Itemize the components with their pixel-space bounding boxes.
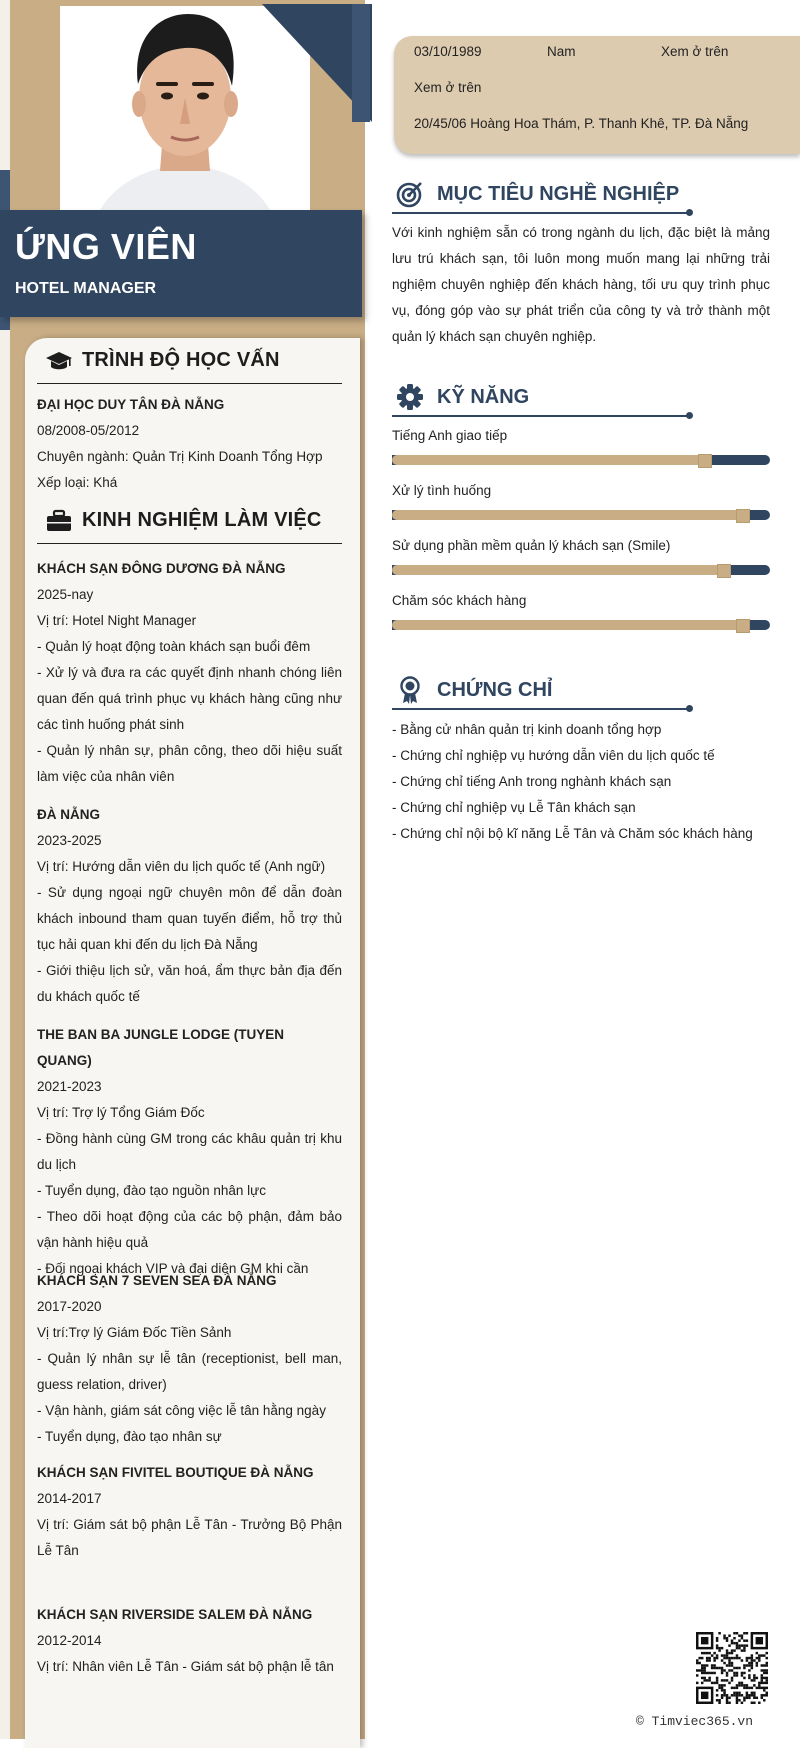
job-line: - Tuyển dụng, đào tạo nhân sự [37, 1429, 222, 1444]
job-item [37, 1460, 342, 1564]
portrait-image [60, 6, 310, 210]
job-line: Vị trí: Nhân viên Lễ Tân - Giám sát bộ phận lễ tân [37, 1659, 334, 1674]
job-item [37, 802, 342, 1010]
briefcase-icon [45, 508, 73, 534]
job-item [37, 1268, 342, 1450]
info-address: 20/45/06 Hoàng Hoa Thám, P. Thanh Khê, TP. Đà Nẵng [414, 116, 749, 131]
graduation-cap-icon [45, 348, 73, 374]
avatar [60, 6, 310, 210]
copyright-text: © Timviec365.vn [636, 1714, 754, 1729]
education-major: Chuyên ngành: Quản Trị Kinh Doanh Tổng Hợp [37, 449, 323, 464]
certificate-item: - Bằng cử nhân quản trị kinh doanh tổng hợp [392, 722, 662, 737]
corner-ribbon-edge [352, 4, 370, 122]
school-name: ĐẠI HỌC DUY TÂN ĐÀ NẴNG [37, 397, 225, 412]
candidate-name: ỨNG VIÊN [15, 226, 197, 267]
info-gender: Nam [547, 44, 576, 59]
certificate-item: - Chứng chỉ nghiệp vụ hướng dẫn viên du lịch quốc tế [392, 748, 715, 763]
certificate-item: - Chứng chỉ nội bộ kĩ năng Lễ Tân và Chăm sóc khách hàng [392, 826, 753, 841]
certificates-heading [392, 676, 692, 706]
education-block [37, 392, 342, 496]
job-line: - Quản lý nhân sự lễ tân (receptionist, bell man, guess relation, driver) [37, 1351, 342, 1392]
candidate-role: HOTEL MANAGER [15, 280, 157, 297]
skills-rule [392, 415, 690, 417]
info-dob: 03/10/1989 [414, 44, 482, 59]
job-item [37, 1022, 342, 1282]
skill-bar [392, 510, 770, 520]
skill-bar [392, 565, 770, 575]
info-email: Xem ở trên [414, 80, 482, 95]
experience-heading [37, 502, 342, 544]
objective-text: Với kinh nghiệm sẵn có trong ngành du lịch, đặc biệt là mảng lưu trú khách sạn, tôi luôn mong muốn mang lại những trải nghiệm chuyên nghiệp đến khách hàng, tối ưu quy trình phục vụ, đóng góp vào sự phát triển của công ty và trở thành một quản lý khách sạn chuyên nghiệp. [392, 225, 770, 344]
job-line: Vị trí: Hướng dẫn viên du lịch quốc tế (Anh ngữ) [37, 859, 326, 874]
job-line: - Vận hành, giám sát công việc lễ tân hằng ngày [37, 1403, 326, 1418]
skill-bar-fill [392, 620, 744, 630]
education-grade: Xếp loại: Khá [37, 475, 118, 490]
objective-rule [392, 212, 690, 214]
objective-heading [392, 180, 692, 210]
job-org: THE BAN BA JUNGLE LODGE (TUYEN QUANG) [37, 1027, 285, 1068]
job-org: ĐÀ NẴNG [37, 807, 100, 822]
objective-title: MỤC TIÊU NGHỀ NGHIỆP [437, 183, 680, 205]
skill-name: Xử lý tình huống [392, 483, 492, 498]
skill-bar-fill [392, 565, 725, 575]
skill-bar-fill [392, 455, 706, 465]
job-line: - Đồng hành cùng GM trong các khâu quản trị khu du lịch [37, 1131, 342, 1172]
skills-heading [392, 383, 692, 413]
target-icon [396, 180, 424, 208]
job-item [37, 1602, 342, 1680]
job-item [37, 556, 342, 790]
job-period: 2017-2020 [37, 1299, 102, 1314]
skill-name: Tiếng Anh giao tiếp [392, 428, 508, 443]
job-line: - Quản lý hoạt động toàn khách sạn buổi đêm [37, 639, 311, 654]
certificate-item: - Chứng chỉ nghiệp vụ Lễ Tân khách sạn [392, 800, 636, 815]
info-phone: Xem ở trên [661, 44, 729, 59]
job-line: - Quản lý nhân sự, phân công, theo dõi hiệu suất làm việc của nhân viên [37, 743, 342, 784]
education-period: 08/2008-05/2012 [37, 423, 140, 438]
job-period: 2021-2023 [37, 1079, 102, 1094]
job-org: KHÁCH SẠN ĐÔNG DƯƠNG ĐÀ NẴNG [37, 561, 286, 576]
experience-title: KINH NGHIỆM LÀM VIỆC [82, 509, 322, 531]
job-line: - Tuyển dụng, đào tạo nguồn nhân lực [37, 1183, 266, 1198]
job-period: 2012-2014 [37, 1633, 102, 1648]
job-line: - Giới thiệu lịch sử, văn hoá, ẩm thực bản địa đến du khách quốc tế [37, 963, 342, 1004]
job-line: Vị trí:Trợ lý Giám Đốc Tiền Sảnh [37, 1325, 232, 1340]
job-line: Vị trí: Giám sát bộ phận Lễ Tân - Trưởng Bộ Phận Lễ Tân [37, 1517, 342, 1558]
job-line: - Xử lý và đưa ra các quyết định nhanh chóng liên quan đến quá trình phục vụ khách hàng cũng như các tình huống phát sinh [37, 665, 342, 732]
job-line: - Sử dụng ngoại ngữ chuyên môn để dẫn đoàn khách inbound tham quan tuyến điểm, hỗ trợ thủ tục hải quan khi đến du lịch Đà Nẵng [37, 885, 342, 952]
job-period: 2014-2017 [37, 1491, 102, 1506]
education-heading [37, 342, 342, 384]
job-line: - Đối ngoại khách VIP và đại diện GM khi cần [37, 1261, 309, 1276]
skill-name: Chăm sóc khách hàng [392, 593, 527, 608]
job-line: Vị trí: Hotel Night Manager [37, 613, 197, 628]
certificate-item: - Chứng chỉ tiếng Anh trong nghành khách sạn [392, 774, 672, 789]
job-line: Vị trí: Trợ lý Tổng Giám Đốc [37, 1105, 205, 1120]
skill-bar [392, 620, 770, 630]
qr-code-icon [696, 1632, 768, 1704]
job-org: KHÁCH SẠN RIVERSIDE SALEM ĐÀ NẴNG [37, 1607, 313, 1622]
job-period: 2025-nay [37, 587, 94, 602]
skills-title: KỸ NĂNG [437, 386, 530, 408]
skill-bar-fill [392, 510, 744, 520]
job-org: KHÁCH SẠN 7 SEVEN SEA ĐÀ NẴNG [37, 1273, 277, 1288]
award-icon [396, 676, 424, 704]
certificates-title: CHỨNG CHỈ [437, 679, 553, 701]
job-line: - Theo dõi hoạt động của các bộ phận, đảm bảo vận hành hiệu quả [37, 1209, 342, 1250]
education-title: TRÌNH ĐỘ HỌC VẤN [82, 349, 280, 371]
skill-bar [392, 455, 770, 465]
certificates-rule [392, 708, 690, 710]
skill-name: Sử dụng phần mềm quản lý khách sạn (Smile) [392, 538, 671, 553]
gear-icon [396, 383, 424, 411]
job-period: 2023-2025 [37, 833, 102, 848]
job-org: KHÁCH SẠN FIVITEL BOUTIQUE ĐÀ NẴNG [37, 1465, 314, 1480]
